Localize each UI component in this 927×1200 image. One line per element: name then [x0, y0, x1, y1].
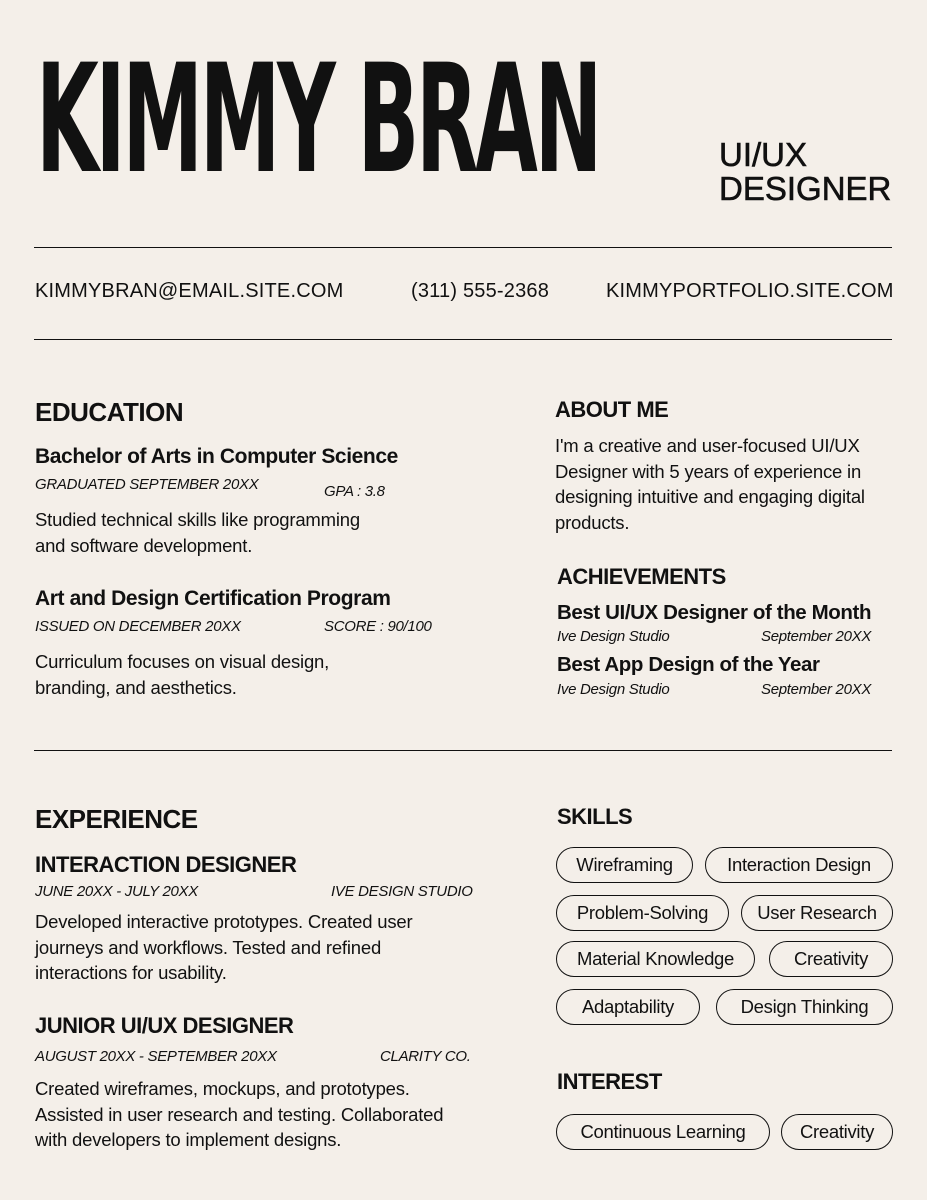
- interest-tag: Creativity: [781, 1114, 893, 1150]
- about-line: products.: [555, 511, 630, 533]
- education-item-title: Bachelor of Arts in Computer Science: [35, 445, 398, 468]
- education-item-desc-line: branding, and aesthetics.: [35, 676, 237, 698]
- interest-tag: Continuous Learning: [556, 1114, 770, 1150]
- achievement-org: Ive Design Studio: [557, 628, 670, 645]
- job-company: IVE DESIGN STUDIO: [331, 883, 473, 900]
- skills-heading: SKILLS: [557, 804, 633, 829]
- contact-email[interactable]: KIMMYBRAN@EMAIL.SITE.COM: [35, 280, 344, 302]
- job-dates: AUGUST 20XX - SEPTEMBER 20XX: [35, 1048, 277, 1065]
- education-item-desc-line: Studied technical skills like programming: [35, 509, 360, 530]
- skill-tag: Design Thinking: [716, 989, 893, 1025]
- divider-top: [34, 247, 892, 248]
- contact-website[interactable]: KIMMYPORTFOLIO.SITE.COM: [606, 280, 894, 302]
- education-item-score: SCORE : 90/100: [324, 618, 432, 635]
- job-company: CLARITY CO.: [380, 1048, 471, 1065]
- job-description: [35, 1076, 443, 1153]
- job-role-line-2: DESIGNER: [719, 170, 892, 207]
- divider-middle: [34, 750, 892, 751]
- achievement-date: September 20XX: [761, 681, 872, 698]
- education-item-desc-line: Curriculum focuses on visual design,: [35, 651, 330, 672]
- job-role-line-1: UI/UX: [719, 136, 808, 173]
- achievement-org: Ive Design Studio: [557, 681, 670, 698]
- education-item-description: [35, 507, 360, 558]
- about-line: designing intuitive and engaging digital: [555, 486, 865, 507]
- job-dates: JUNE 20XX - JULY 20XX: [35, 883, 198, 900]
- skill-tag: Interaction Design: [705, 847, 893, 883]
- interest-heading: INTEREST: [557, 1069, 662, 1094]
- skill-tag: Problem-Solving: [556, 895, 729, 931]
- achievement-date: September 20XX: [761, 628, 872, 645]
- job-role: [719, 138, 891, 206]
- about-line: I'm a creative and user-focused UI/UX: [555, 435, 860, 456]
- job-description: [35, 909, 412, 986]
- job-desc-line: interactions for usability.: [35, 962, 227, 983]
- divider-contact: [34, 339, 892, 340]
- about-line: Designer with 5 years of experience in: [555, 460, 862, 482]
- skill-tag: User Research: [741, 895, 893, 931]
- job-desc-line: Created wireframes, mockups, and prototypes.: [35, 1078, 410, 1099]
- education-item-date: GRADUATED SEPTEMBER 20XX: [35, 476, 259, 493]
- experience-heading: EXPERIENCE: [35, 804, 198, 834]
- job-desc-line: journeys and workflows. Tested and refined: [35, 936, 382, 958]
- achievements-heading: ACHIEVEMENTS: [557, 564, 726, 589]
- education-item-score: GPA : 3.8: [324, 483, 385, 500]
- achievement-title: Best App Design of the Year: [557, 653, 820, 676]
- education-item-date: ISSUED ON DECEMBER 20XX: [35, 618, 241, 635]
- education-item-desc-line: and software development.: [35, 534, 253, 556]
- about-text: [555, 433, 895, 535]
- job-desc-line: Assisted in user research and testing. Collaborated: [35, 1103, 444, 1125]
- skill-tag: Material Knowledge: [556, 941, 755, 977]
- about-heading: ABOUT ME: [555, 397, 669, 422]
- job-title: INTERACTION DESIGNER: [35, 852, 297, 877]
- achievement-title: Best UI/UX Designer of the Month: [557, 601, 872, 624]
- contact-phone[interactable]: (311) 555-2368: [411, 280, 550, 302]
- job-title: JUNIOR UI/UX DESIGNER: [35, 1013, 294, 1038]
- skill-tag: Wireframing: [556, 847, 693, 883]
- job-desc-line: with developers to implement designs.: [35, 1129, 342, 1150]
- skill-tag: Creativity: [769, 941, 893, 977]
- resume-name: KIMMY BRAN: [36, 33, 600, 207]
- education-item-description: [35, 649, 329, 700]
- skill-tag: Adaptability: [556, 989, 700, 1025]
- job-desc-line: Developed interactive prototypes. Created user: [35, 911, 413, 932]
- education-heading: EDUCATION: [35, 397, 184, 427]
- education-item-title: Art and Design Certification Program: [35, 587, 391, 610]
